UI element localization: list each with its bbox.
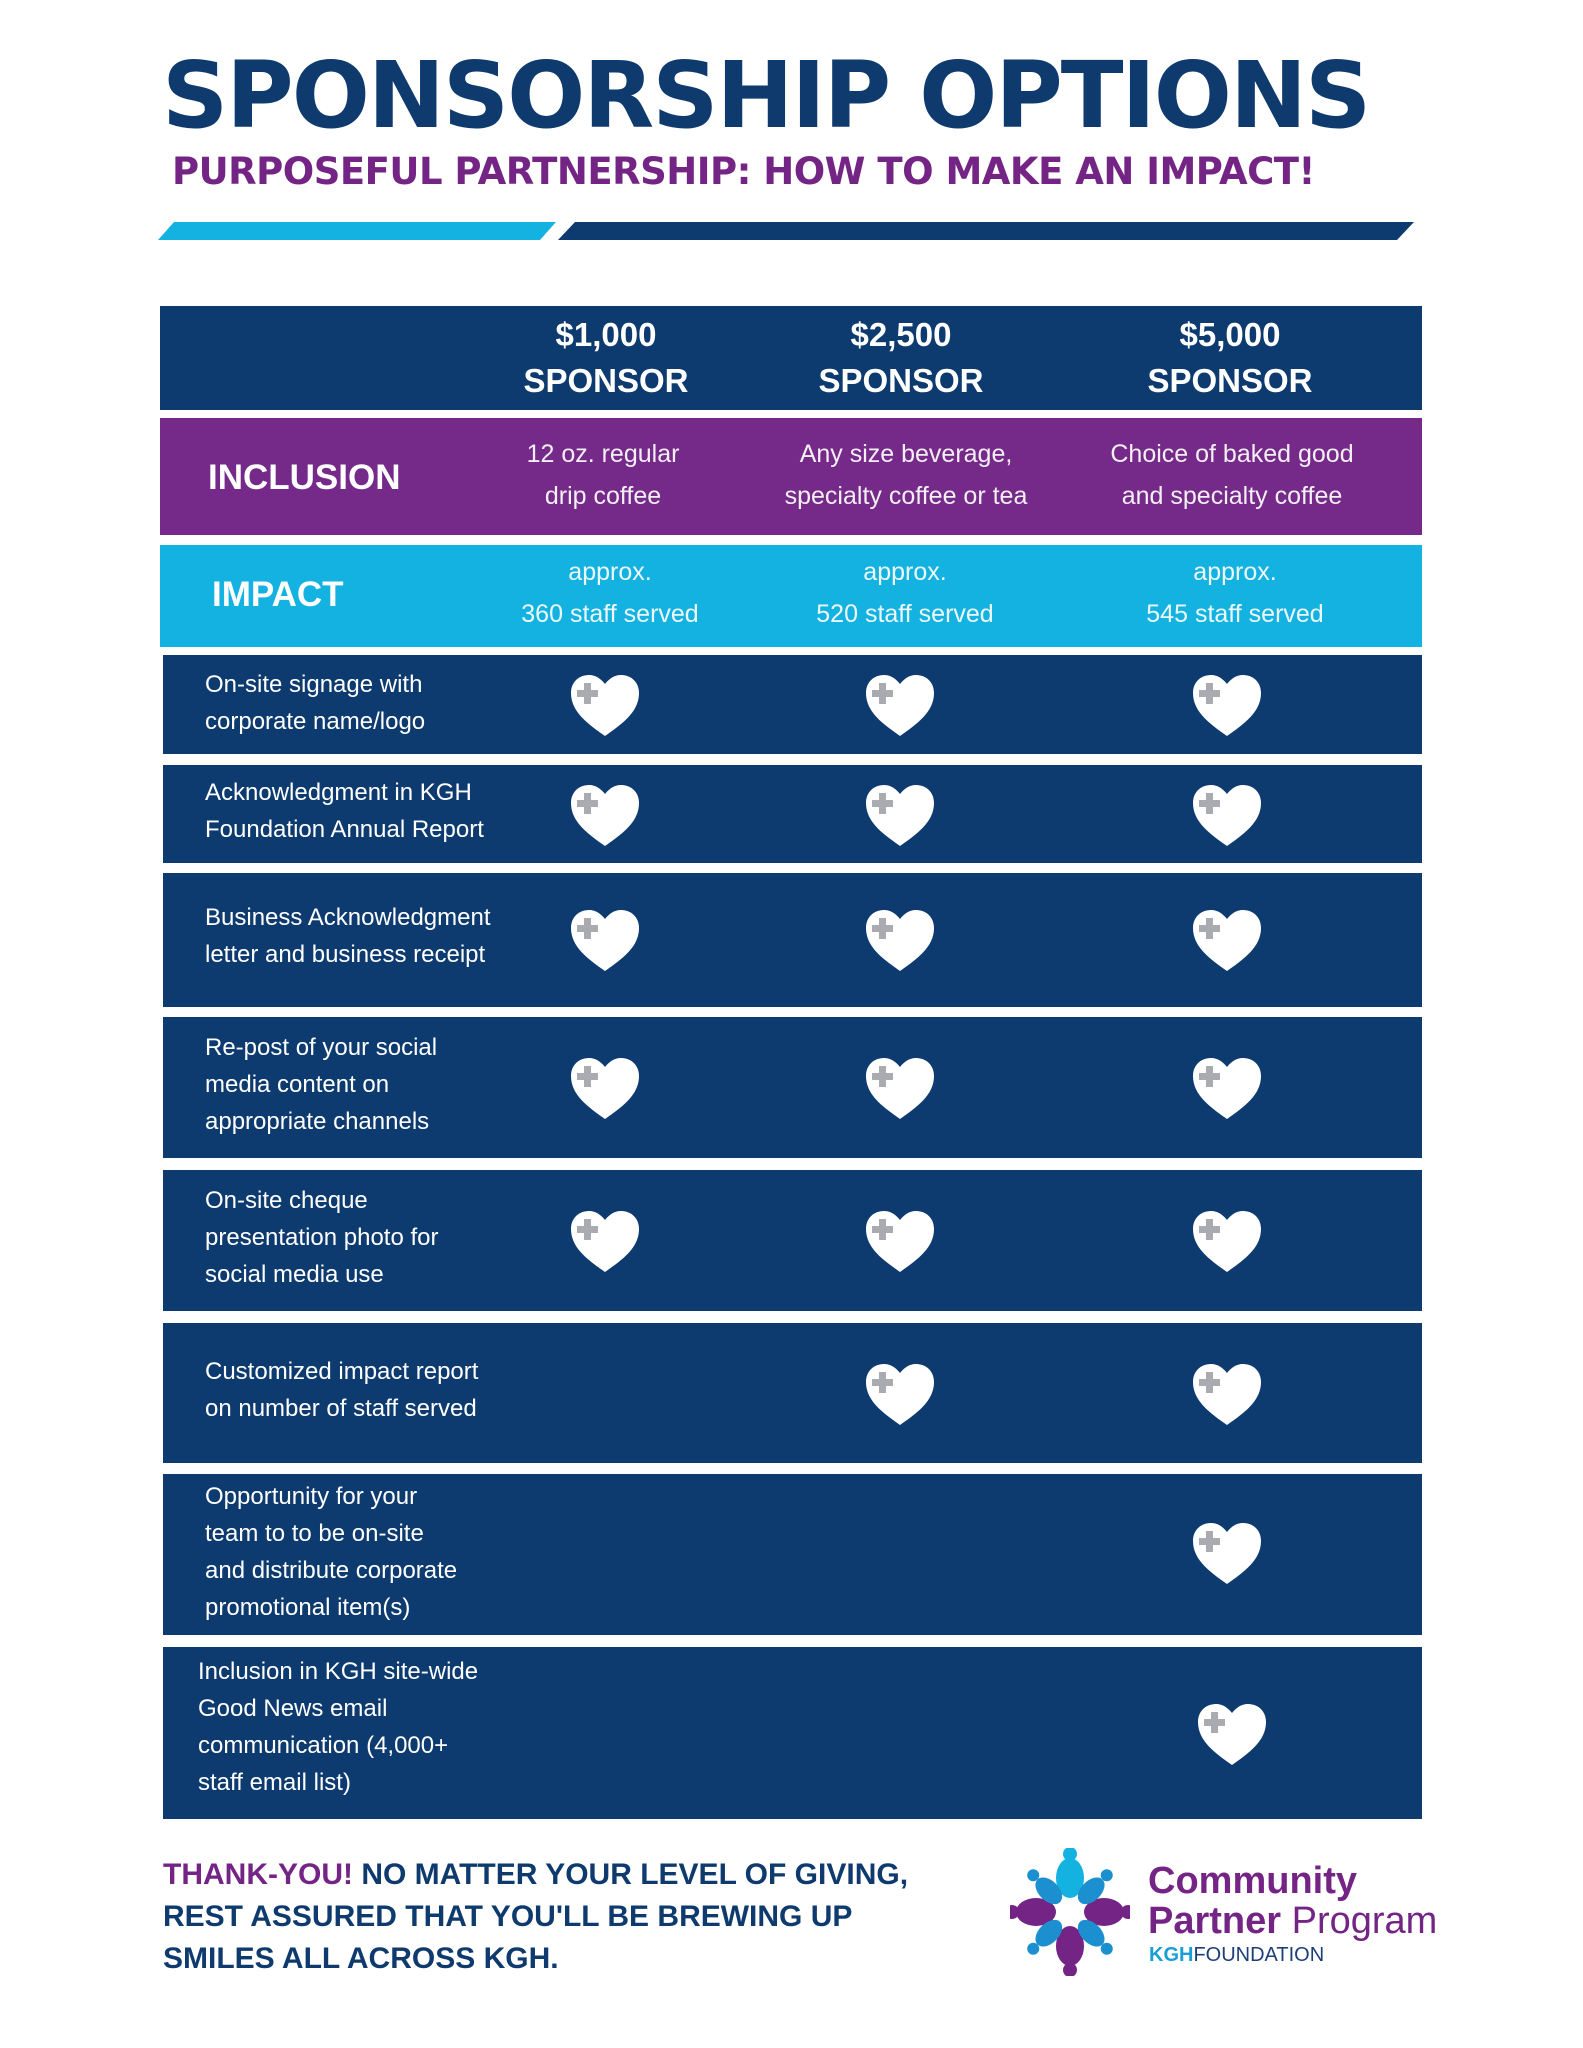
feature-label-line: presentation photo for	[205, 1224, 439, 1251]
brand-program: Program	[1281, 1900, 1438, 1942]
heart-plus-icon	[568, 1055, 642, 1121]
brand-partner: Partner	[1148, 1900, 1282, 1942]
thank-you-line-3: SMILES ALL ACROSS KGH.	[163, 1942, 559, 1975]
feature-label	[205, 1182, 439, 1293]
heart-plus-icon	[863, 1208, 937, 1274]
inclusion-row	[160, 418, 1422, 535]
inclusion-cell-2500	[756, 433, 1056, 517]
feature-row	[163, 765, 1422, 863]
feature-label-line: Re-post of your social	[205, 1034, 438, 1061]
heart-plus-icon	[863, 1055, 937, 1121]
brand-foundation: FOUNDATION	[1193, 1944, 1325, 1966]
feature-label-line: On-site signage with	[205, 671, 423, 698]
feature-label-line: Foundation Annual Report	[205, 816, 484, 843]
feature-label-line: Acknowledgment in KGH	[205, 779, 472, 806]
feature-label-line: social media use	[205, 1261, 384, 1288]
feature-row	[163, 1170, 1422, 1311]
feature-label-line: Customized impact report	[205, 1358, 479, 1385]
page-subtitle: PURPOSEFUL PARTNERSHIP: HOW TO MAKE AN IMPACT!	[172, 150, 1315, 193]
feature-row	[163, 1474, 1422, 1635]
tier-header-5000	[1080, 306, 1380, 410]
inclusion-cell-5000	[1082, 433, 1382, 517]
heart-plus-icon	[1190, 782, 1264, 848]
heart-plus-icon	[568, 907, 642, 973]
cell-line: Choice of baked good	[1110, 440, 1354, 468]
tier-amount: $1,000	[555, 316, 657, 353]
feature-label-line: letter and business receipt	[205, 941, 486, 968]
heart-plus-icon	[1190, 1055, 1264, 1121]
feature-label	[205, 1353, 478, 1427]
tier-amount: $2,500	[850, 316, 952, 353]
heart-plus-icon	[1190, 1208, 1264, 1274]
cell-line: 545 staff served	[1146, 600, 1324, 628]
cell-line: approx.	[1193, 558, 1277, 586]
thank-you-accent: THANK-YOU!	[163, 1858, 353, 1891]
cell-line: specialty coffee or tea	[784, 482, 1028, 510]
thank-you-line-2: REST ASSURED THAT YOU'LL BE BREWING UP	[163, 1900, 853, 1933]
feature-label-line: Good News email	[198, 1695, 388, 1722]
heart-plus-icon	[1190, 907, 1264, 973]
feature-label-line: Business Acknowledgment	[205, 904, 491, 931]
page-title: SPONSORSHIP OPTIONS	[162, 42, 1370, 149]
heart-plus-icon	[1195, 1701, 1269, 1767]
impact-cell-5000	[1085, 551, 1385, 635]
feature-label	[205, 774, 484, 848]
feature-label-line: and distribute corporate	[205, 1557, 458, 1584]
feature-label-line: Opportunity for your	[205, 1483, 418, 1510]
heart-plus-icon	[863, 1361, 937, 1427]
impact-cell-2500	[755, 551, 1055, 635]
feature-label-line: team to to be on-site	[205, 1520, 424, 1547]
impact-label: IMPACT	[212, 575, 344, 614]
brand-kgh-foundation	[1149, 1945, 1324, 1965]
thank-you-line-1	[163, 1854, 963, 1896]
heart-plus-icon	[863, 907, 937, 973]
feature-label	[198, 1653, 478, 1801]
feature-row	[163, 873, 1422, 1007]
cell-line: Any size beverage,	[799, 440, 1013, 468]
feature-row	[163, 1647, 1422, 1819]
feature-label-line: staff email list)	[198, 1769, 351, 1796]
thank-you-message	[163, 1854, 963, 1980]
feature-label-line: promotional item(s)	[205, 1594, 411, 1621]
tier-label: SPONSOR	[523, 362, 689, 399]
cell-line: 12 oz. regular	[526, 440, 680, 468]
cell-line: drip coffee	[544, 482, 662, 510]
feature-row	[163, 655, 1422, 754]
feature-label-line: media content on	[205, 1071, 390, 1098]
tier-header-2500	[751, 306, 1051, 410]
cell-line: approx.	[568, 558, 652, 586]
thank-you-text: NO MATTER YOUR LEVEL OF GIVING,	[352, 1858, 909, 1891]
brand-partner-program	[1148, 1902, 1437, 1940]
heart-plus-icon	[863, 782, 937, 848]
tier-header-1000	[456, 306, 756, 410]
feature-label-line: Inclusion in KGH site-wide	[198, 1658, 479, 1685]
impact-cell-1000	[460, 551, 760, 635]
cell-line: 360 staff served	[521, 600, 699, 628]
tier-label: SPONSOR	[818, 362, 984, 399]
feature-label-line: on number of staff served	[205, 1395, 477, 1422]
tier-header-row	[160, 306, 1422, 410]
feature-label-line: corporate name/logo	[205, 708, 426, 735]
feature-label	[205, 666, 425, 740]
feature-label-line: communication (4,000+	[198, 1732, 449, 1759]
tier-amount: $5,000	[1179, 316, 1281, 353]
heart-plus-icon	[863, 672, 937, 738]
feature-label-line: On-site cheque	[205, 1187, 368, 1214]
community-partner-logo-icon	[1010, 1848, 1130, 1976]
feature-row	[163, 1017, 1422, 1158]
feature-label-line: appropriate channels	[205, 1108, 430, 1135]
cell-line: and specialty coffee	[1121, 482, 1343, 510]
feature-row	[163, 1323, 1422, 1463]
inclusion-cell-1000	[453, 433, 753, 517]
feature-label	[205, 1029, 437, 1140]
heart-plus-icon	[1190, 672, 1264, 738]
heart-plus-icon	[568, 1208, 642, 1274]
brand-kgh: KGH	[1149, 1944, 1194, 1966]
impact-row	[160, 545, 1422, 647]
tier-label: SPONSOR	[1147, 362, 1313, 399]
heart-plus-icon	[568, 782, 642, 848]
feature-label	[205, 899, 491, 973]
heart-plus-icon	[1190, 1361, 1264, 1427]
feature-label	[205, 1478, 457, 1626]
heart-plus-icon	[1190, 1520, 1264, 1586]
inclusion-label: INCLUSION	[208, 458, 401, 497]
cell-line: approx.	[863, 558, 947, 586]
decorative-stripes	[0, 0, 1583, 260]
brand-community: Community	[1148, 1860, 1357, 1902]
cell-line: 520 staff served	[816, 600, 994, 628]
heart-plus-icon	[568, 672, 642, 738]
